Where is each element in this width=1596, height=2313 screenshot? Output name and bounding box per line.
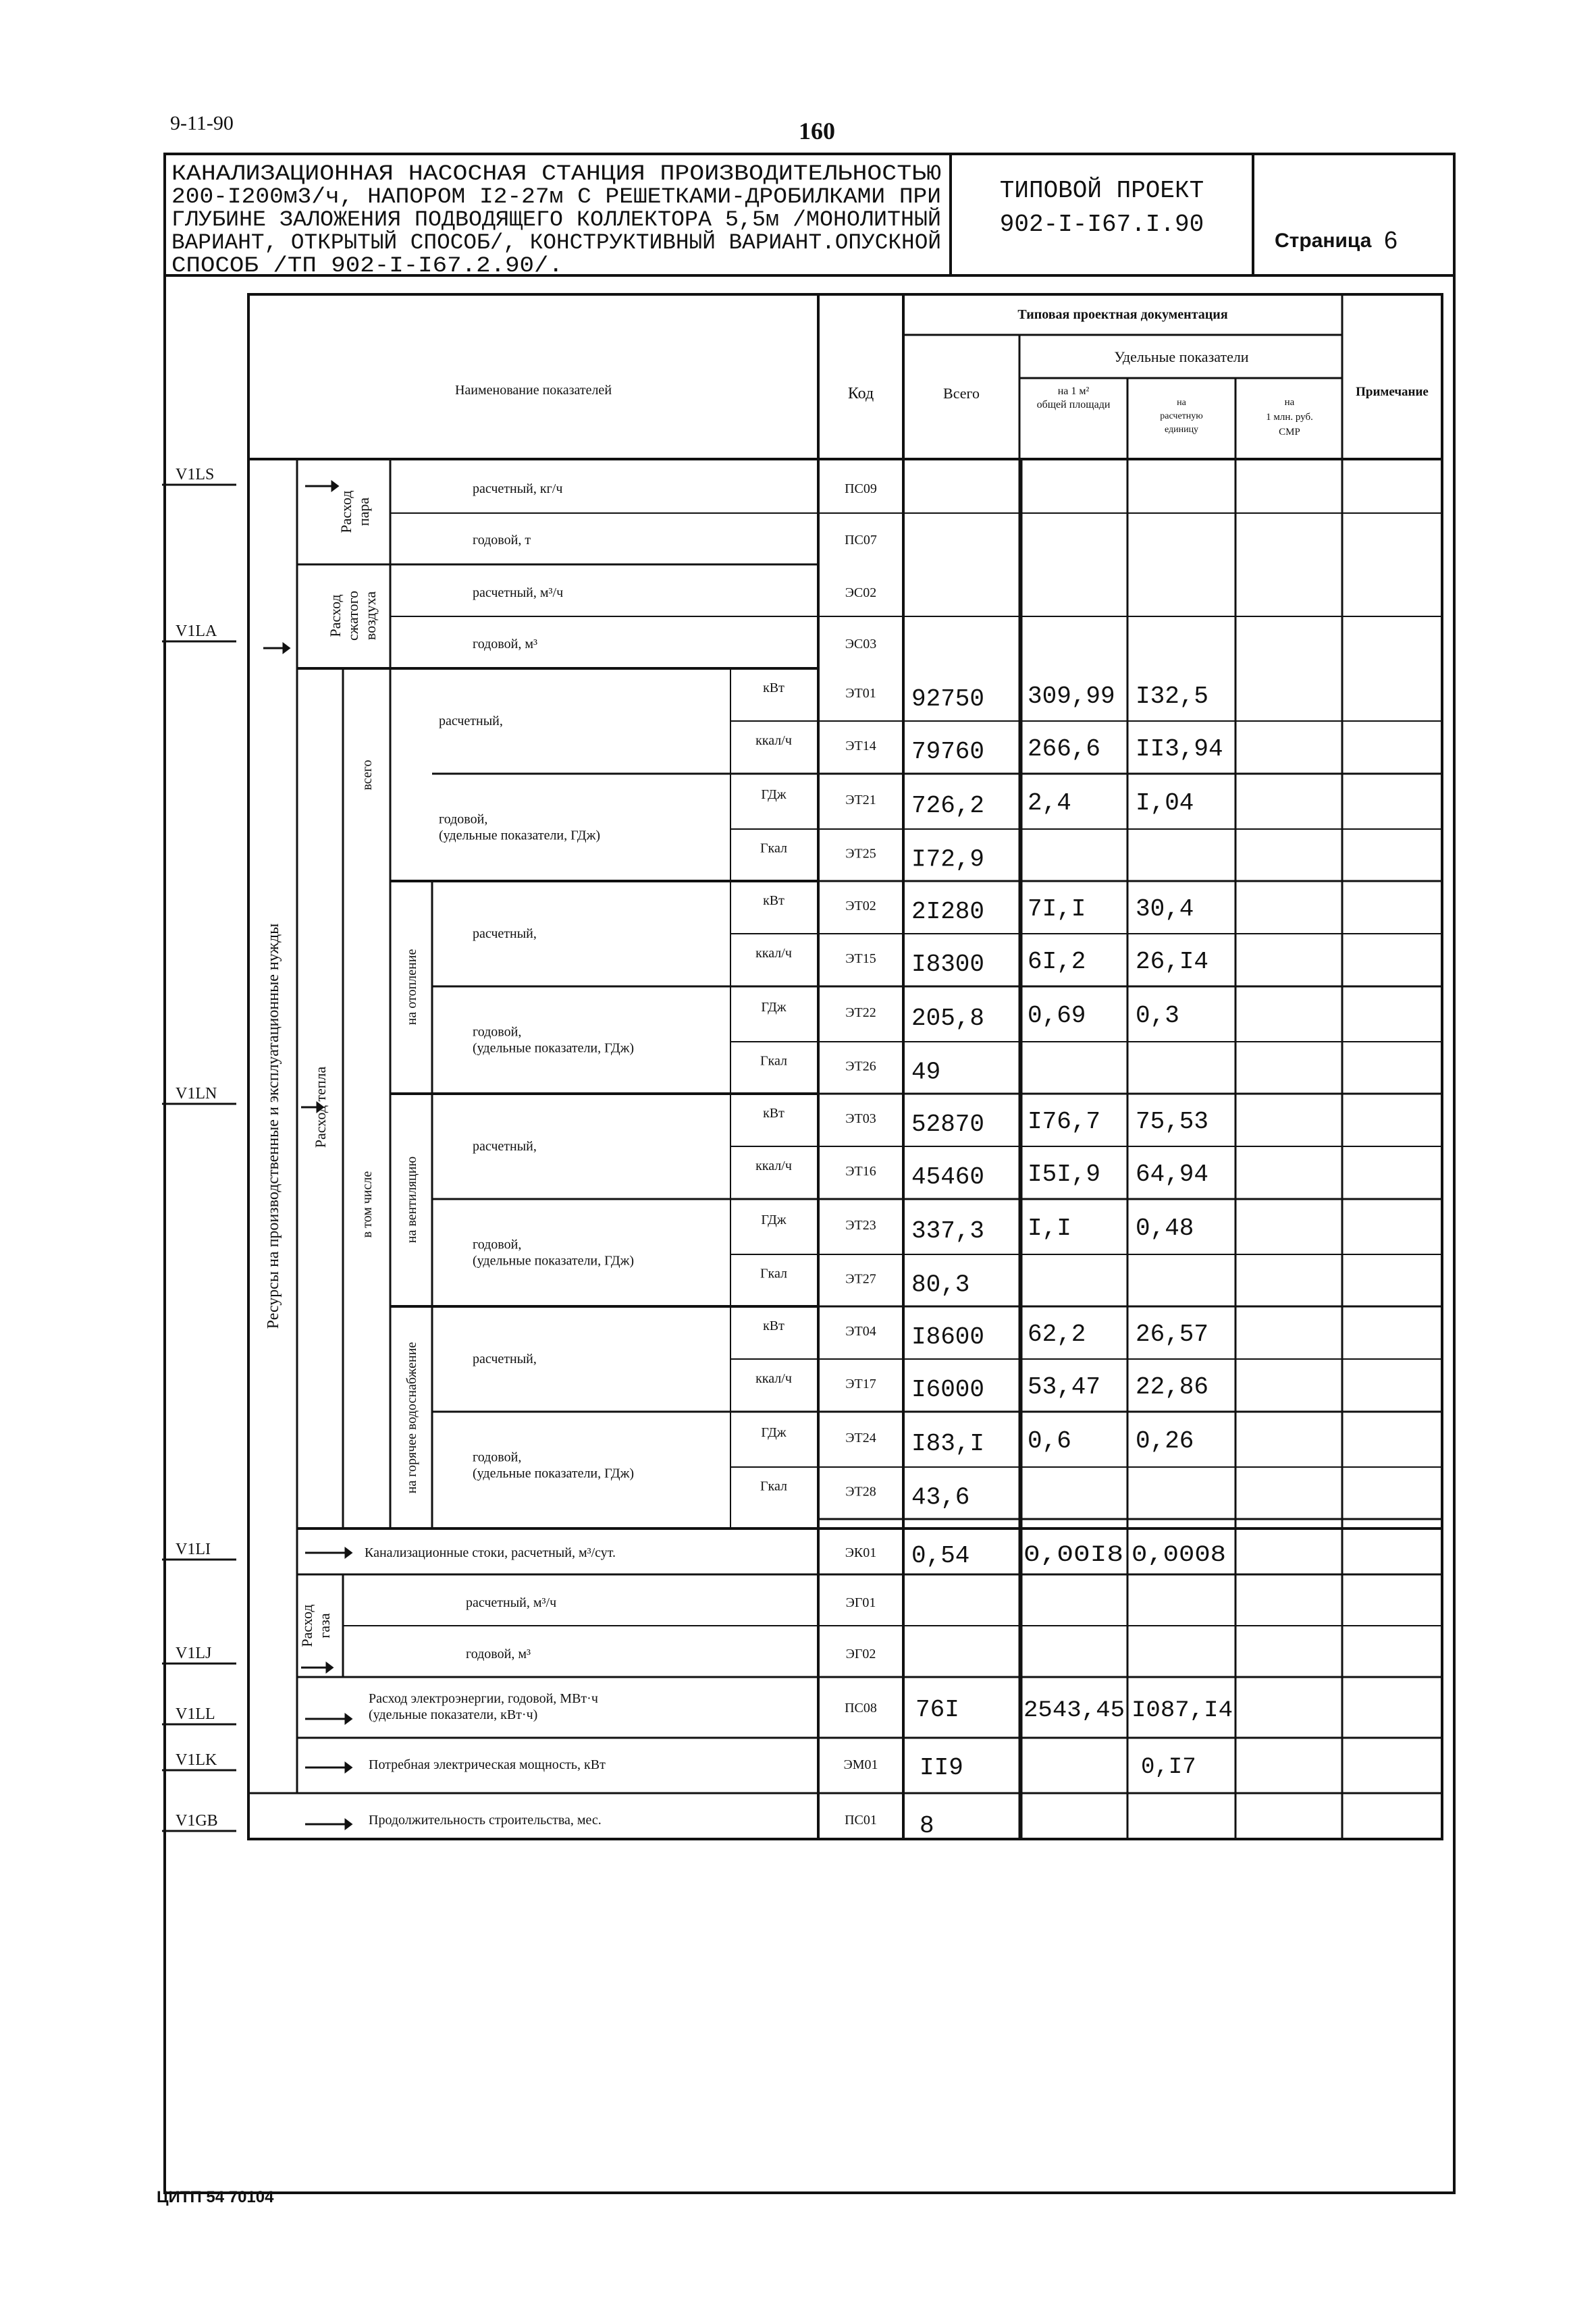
heat-heating-row-3-code: ЭТ22 <box>845 1005 876 1020</box>
electricity-per-m2: 2543,45 <box>1023 1698 1125 1724</box>
air-label-line1: Расход <box>327 594 344 637</box>
project-label: ТИПОВОЙ ПРОЕКТ <box>999 177 1204 205</box>
heat-ventilation-row-3-per-m2: I,I <box>1028 1215 1071 1242</box>
heat-heating-row-4-total: 49 <box>911 1058 941 1086</box>
heat-heating-calc-label: расчетный, <box>473 926 537 941</box>
resources-vertical-label: Ресурсы на производственные и эксплуатационные нужды <box>265 923 282 1329</box>
heat-total-row-2-per-m2: 266,6 <box>1028 735 1101 763</box>
heat-hot-water-row-1-total: I8600 <box>911 1323 985 1351</box>
air-year-label: годовой, м³ <box>473 637 537 652</box>
sewage-per-unit: 0,0008 <box>1132 1543 1226 1568</box>
code-column-header: Код <box>847 385 874 402</box>
heat-hot-water-row-3-per-unit: 0,26 <box>1136 1427 1194 1455</box>
steam-calc-label: расчетный, кг/ч <box>473 481 563 496</box>
duration-code: ПС01 <box>845 1813 877 1828</box>
heat-hot-water-row-1-code: ЭТ04 <box>845 1324 876 1339</box>
heat-hot-water-row-2-per-unit: 22,86 <box>1136 1373 1209 1401</box>
gas-calc-code: ЭГ01 <box>845 1595 876 1610</box>
sewage-code: ЭК01 <box>845 1545 877 1560</box>
heat-hot-water-row-3-total: I83,I <box>911 1430 985 1458</box>
heat-hot-water-calc-label: расчетный, <box>473 1352 537 1366</box>
heat-hot-water-row-4-total: 43,6 <box>911 1483 970 1512</box>
heat-ventilation-row-1-per-unit: 75,53 <box>1136 1108 1209 1136</box>
page-label: Страница <box>1275 230 1372 252</box>
name-column-header: Наименование показателей <box>454 383 612 398</box>
heat-hot-water-row-4-code: ЭТ28 <box>845 1484 876 1499</box>
heat-total-row-3-per-m2: 2,4 <box>1028 789 1071 817</box>
heat-hot-water-row-2-unit: ккал/ч <box>755 1371 792 1386</box>
heat-hot-water-row-1-per-m2: 62,2 <box>1028 1321 1086 1348</box>
gas-year-code: ЭГ02 <box>845 1647 876 1661</box>
heat-ventilation-row-2-total: 45460 <box>911 1163 985 1191</box>
heat-total-row-3-per-unit: I,04 <box>1136 789 1194 817</box>
sewage-label: Канализационные стоки, расчетный, м³/сут. <box>365 1545 616 1560</box>
heat-ventilation-year-label-line2: (удельные показатели, ГДж) <box>473 1253 635 1269</box>
document-date: 9-11-90 <box>170 112 234 134</box>
title-line-2: 200-I200м3/ч, НАПОРОМ I2-27м С РЕШЕТКАМИ-ДРОБИЛКАМИ ПРИ <box>171 184 941 209</box>
heat-total-row-4-code: ЭТ25 <box>845 846 876 861</box>
power-code: ЭМ01 <box>843 1757 878 1772</box>
title-line-1: КАНАЛИЗАЦИОННАЯ НАСОСНАЯ СТАНЦИЯ ПРОИЗВОДИТЕЛЬНОСТЬЮ <box>171 161 941 186</box>
side-code-v1lj: V1LJ <box>176 1645 212 1662</box>
heat-ventilation-row-2-unit: ккал/ч <box>755 1159 792 1173</box>
page-value: 6 <box>1384 226 1398 254</box>
heat-total-row-2-total: 79760 <box>911 738 985 766</box>
air-year-code: ЭС03 <box>845 637 877 652</box>
svg-text:1 млн. руб.: 1 млн. руб. <box>1266 412 1313 423</box>
heat-total-row-1-unit: кВт <box>763 681 784 695</box>
heat-heating-row-2-per-unit: 26,I4 <box>1136 948 1209 976</box>
heat-hot-water-row-4-unit: Гкал <box>760 1479 788 1494</box>
heat-heating-row-3-total: 205,8 <box>911 1005 985 1032</box>
title-line-4: ВАРИАНТ, ОТКРЫТЫЙ СПОСОБ/, КОНСТРУКТИВНЫЙ ВАРИАНТ.ОПУСКНОЙ <box>171 230 941 255</box>
heat-ventilation-row-2-code: ЭТ16 <box>845 1164 876 1179</box>
heat-hot-water-row-3-per-m2: 0,6 <box>1028 1427 1071 1455</box>
note-column-header: Примечание <box>1356 385 1429 399</box>
heat-vertical-label: Расход тепла <box>312 1066 329 1148</box>
heat-total-row-1-per-m2: 309,99 <box>1028 683 1115 710</box>
duration-total: 8 <box>920 1812 934 1840</box>
heat-heating-row-3-per-m2: 0,69 <box>1028 1002 1086 1030</box>
svg-text:расчетную: расчетную <box>1160 411 1203 421</box>
power-label: Потребная электрическая мощность, кВт <box>369 1757 606 1772</box>
duration-label: Продолжительность строительства, мес. <box>369 1813 602 1828</box>
title-line-5: СПОСОБ /ТП 902-I-I67.2.90/. <box>171 253 563 278</box>
svg-text:СМР: СМР <box>1279 427 1300 437</box>
heat-heating-row-2-total: I8300 <box>911 951 985 978</box>
project-number: 902-I-I67.I.90 <box>999 211 1204 238</box>
heat-heating-year-label-line2: (удельные показатели, ГДж) <box>473 1040 635 1056</box>
heat-total-row-2-code: ЭТ14 <box>845 739 876 753</box>
heat-ventilation-row-1-unit: кВт <box>763 1106 784 1121</box>
electricity-code: ПС08 <box>845 1701 877 1716</box>
steam-label-line1: Расход <box>338 490 354 533</box>
heat-heating-row-4-unit: Гкал <box>760 1053 788 1069</box>
heat-hot-water-year-label-line2: (удельные показатели, ГДж) <box>473 1466 635 1481</box>
side-code-v1ll: V1LL <box>176 1705 215 1723</box>
air-label-line2: сжатого <box>344 591 361 641</box>
gas-label-line2: газа <box>316 1613 333 1639</box>
heat-heating-row-1-per-unit: 30,4 <box>1136 895 1194 923</box>
heat-heating-year-label-line1: годовой, <box>473 1024 522 1040</box>
heat-total-row-1-total: 92750 <box>911 685 985 713</box>
air-calc-label: расчетный, м³/ч <box>473 585 564 600</box>
heat-ventilation-row-2-per-m2: I5I,9 <box>1028 1161 1101 1188</box>
gas-calc-label: расчетный, м³/ч <box>466 1595 557 1610</box>
side-code-v1gb: V1GB <box>176 1812 218 1830</box>
heat-hot-water-row-1-per-unit: 26,57 <box>1136 1321 1209 1348</box>
svg-text:на: на <box>1177 398 1186 408</box>
heat-ventilation-row-3-per-unit: 0,48 <box>1136 1215 1194 1242</box>
heat-hot-water-row-1-unit: кВт <box>763 1319 784 1333</box>
page-number: 160 <box>799 117 835 144</box>
heat-ventilation-row-1-total: 52870 <box>911 1111 985 1138</box>
heat-ventilation-year-label-line1: годовой, <box>473 1237 522 1252</box>
electricity-label-line1: Расход электроэнергии, годовой, МВт·ч <box>369 1691 598 1706</box>
total-column-header: Всего <box>943 385 980 402</box>
air-calc-code: ЭС02 <box>845 585 877 600</box>
svg-text:единицу: единицу <box>1164 425 1199 435</box>
in-total-vertical-label: всего <box>360 760 375 791</box>
heat-heating-row-2-code: ЭТ15 <box>845 951 876 966</box>
footer-stamp: ЦИТП 54 70104 <box>157 2188 274 2206</box>
power-per-unit: 0,I7 <box>1141 1755 1196 1780</box>
sewage-total: 0,54 <box>911 1542 970 1570</box>
heat-hot-water-row-2-code: ЭТ17 <box>845 1377 876 1391</box>
heat-heating-row-1-per-m2: 7I,I <box>1028 895 1086 923</box>
heat-hot-water-row-2-per-m2: 53,47 <box>1028 1373 1101 1401</box>
heat-ventilation-row-3-code: ЭТ23 <box>845 1218 876 1233</box>
heat-heating-row-4-code: ЭТ26 <box>845 1059 876 1074</box>
heating-vertical-label: на отопление <box>404 949 419 1026</box>
heat-total-row-1-code: ЭТ01 <box>845 686 876 701</box>
heat-ventilation-row-1-per-m2: I76,7 <box>1028 1108 1101 1136</box>
doc-group-header: Типовая проектная документация <box>1017 307 1228 322</box>
heat-ventilation-row-1-code: ЭТ03 <box>845 1111 876 1126</box>
heat-hot-water-row-3-code: ЭТ24 <box>845 1431 876 1445</box>
side-code-v1lk: V1LK <box>176 1751 217 1769</box>
heat-total-calc-label: расчетный, <box>439 714 503 728</box>
heat-ventilation-calc-label: расчетный, <box>473 1139 537 1154</box>
side-code-v1la: V1LA <box>176 622 217 640</box>
heat-ventilation-row-3-unit: ГДж <box>761 1213 787 1227</box>
heat-total-row-3-code: ЭТ21 <box>845 793 876 807</box>
heat-hot-water-year-label-line1: годовой, <box>473 1450 522 1465</box>
gas-year-label: годовой, м³ <box>466 1647 531 1661</box>
electricity-total: 76I <box>915 1696 959 1724</box>
heat-ventilation-row-2-per-unit: 64,94 <box>1136 1161 1209 1188</box>
heat-total-row-2-unit: ккал/ч <box>755 733 792 748</box>
hot-water-vertical-label: на горячее водоснабжение <box>404 1341 419 1494</box>
power-total: II9 <box>920 1754 963 1782</box>
heat-heating-row-2-unit: ккал/ч <box>755 946 792 961</box>
svg-text:на: на <box>1284 397 1295 408</box>
heat-total-row-2-per-unit: II3,94 <box>1136 735 1223 763</box>
in-that-vertical-label: в том числе <box>360 1171 375 1238</box>
heat-heating-row-1-unit: кВт <box>763 893 784 908</box>
heat-heating-row-2-per-m2: 6I,2 <box>1028 948 1086 976</box>
heat-hot-water-row-3-unit: ГДж <box>761 1425 787 1440</box>
electricity-per-unit: I087,I4 <box>1132 1698 1233 1724</box>
heat-hot-water-row-2-total: I6000 <box>911 1376 985 1404</box>
heat-heating-row-3-per-unit: 0,3 <box>1136 1002 1179 1030</box>
heat-ventilation-row-3-total: 337,3 <box>911 1217 985 1245</box>
steam-label-line2: пара <box>355 497 372 527</box>
heat-total-row-4-total: I72,9 <box>911 845 985 874</box>
heat-ventilation-row-4-unit: Гкал <box>760 1266 788 1281</box>
heat-total-year-label-line1: годовой, <box>439 812 488 827</box>
side-code-v1li: V1LI <box>176 1541 211 1558</box>
heat-heating-row-3-unit: ГДж <box>761 1000 787 1015</box>
unit-group-header: Удельные показатели <box>1114 348 1249 365</box>
heat-total-year-label-line2: (удельные показатели, ГДж) <box>439 828 601 843</box>
ventilation-vertical-label: на вентиляцию <box>404 1156 419 1244</box>
heat-heating-row-1-code: ЭТ02 <box>845 899 876 913</box>
heat-total-row-3-total: 726,2 <box>911 792 985 820</box>
gas-label-line1: Расход <box>298 1604 315 1647</box>
heat-total-row-4-unit: Гкал <box>760 841 788 856</box>
air-label-line3: воздуха <box>362 591 379 641</box>
side-code-v1ls: V1LS <box>176 466 215 483</box>
title-line-3: ГЛУБИНЕ ЗАЛОЖЕНИЯ ПОДВОДЯЩЕГО КОЛЛЕКТОРА 5,5м /МОНОЛИТНЫЙ <box>171 207 941 232</box>
heat-heating-row-1-total: 2I280 <box>911 898 985 926</box>
side-code-v1ln: V1LN <box>176 1085 217 1102</box>
steam-year-code: ПС07 <box>845 533 877 548</box>
heat-total-row-1-per-unit: I32,5 <box>1136 683 1209 710</box>
heat-total-row-3-unit: ГДж <box>761 787 787 802</box>
sewage-per-m2: 0,00I8 <box>1023 1543 1123 1568</box>
steam-year-label: годовой, т <box>473 533 531 548</box>
svg-text:на 1 м²: на 1 м² <box>1057 386 1090 397</box>
heat-ventilation-row-4-code: ЭТ27 <box>845 1271 876 1287</box>
heat-ventilation-row-4-total: 80,3 <box>911 1271 970 1299</box>
electricity-label-line2: (удельные показатели, кВт·ч) <box>369 1707 538 1722</box>
steam-calc-code: ПС09 <box>845 481 877 496</box>
svg-text:общей площади: общей площади <box>1036 399 1111 410</box>
